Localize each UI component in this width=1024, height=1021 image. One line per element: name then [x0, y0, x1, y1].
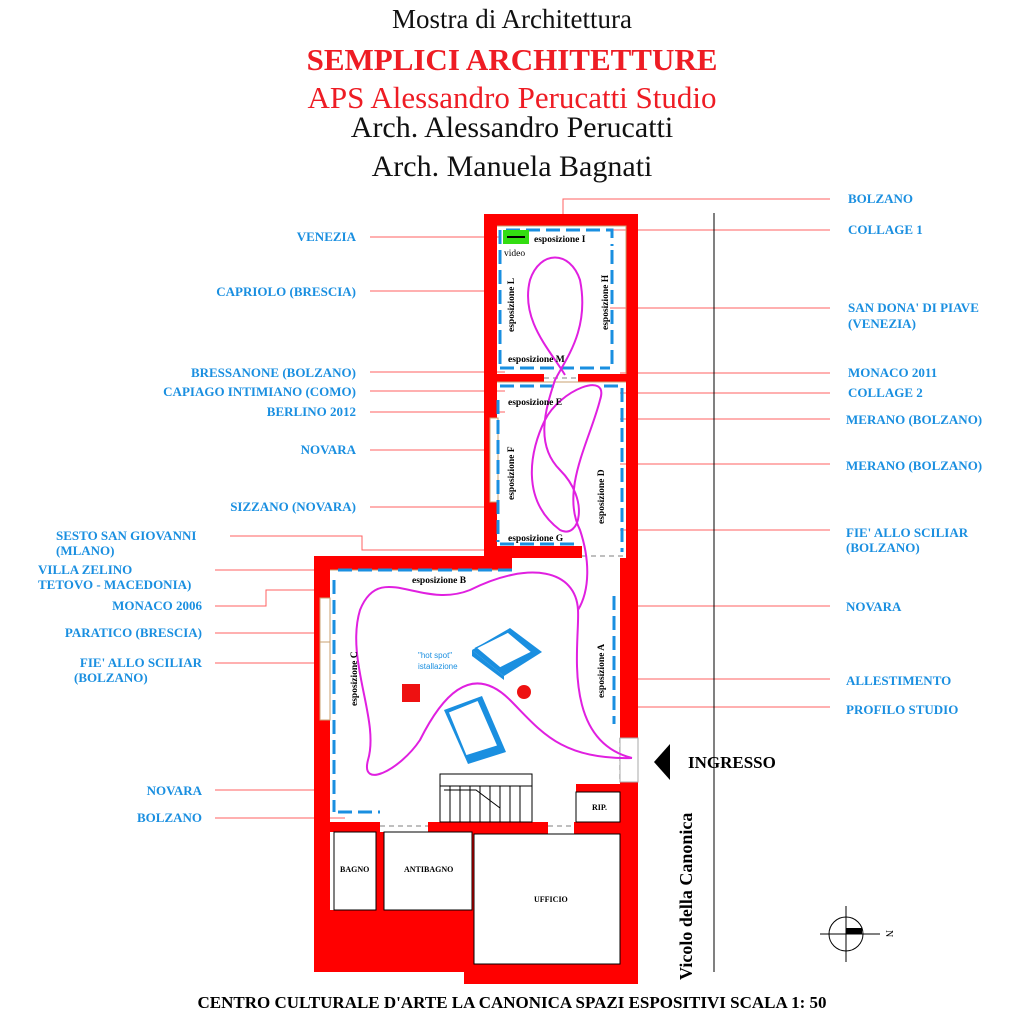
- label-monaco-2006: MONACO 2006: [112, 598, 202, 613]
- rip-label: RIP.: [592, 803, 608, 812]
- exhibition-e-label: esposizione E: [508, 398, 563, 408]
- label-sandona-1: SAN DONA' DI PIAVE: [848, 300, 979, 315]
- installation-box-1: [472, 628, 542, 680]
- hotspot-label-2: istallazione: [418, 662, 458, 671]
- label-profilo-studio: PROFILO STUDIO: [846, 702, 959, 717]
- exhibition-f-label: esposizione F: [507, 446, 517, 500]
- label-sandona-2: (VENEZIA): [848, 316, 916, 331]
- label-bolzano-right: BOLZANO: [848, 191, 914, 206]
- antibagno-label: ANTIBAGNO: [404, 865, 454, 874]
- label-fie-right-2: (BOLZANO): [846, 540, 920, 555]
- label-bolzano-left: BOLZANO: [136, 810, 202, 825]
- street-label: Vicolo della Canonica: [676, 812, 696, 980]
- label-allestimento: ALLESTIMENTO: [846, 673, 952, 688]
- video-label: video: [504, 249, 526, 259]
- compass-north-label: N: [883, 930, 894, 938]
- label-bressanone: BRESSANONE (BOLZANO): [190, 365, 356, 380]
- exhibition-d-label: esposizione D: [597, 469, 607, 524]
- label-collage-1: COLLAGE 1: [848, 222, 923, 237]
- label-monaco-2011: MONACO 2011: [848, 365, 938, 380]
- title-line-2: SEMPLICI ARCHITETTURE: [306, 42, 718, 77]
- title-line-4: Arch. Alessandro Perucatti: [350, 111, 674, 144]
- label-fie-right-1: FIE' ALLO SCILIAR: [846, 525, 969, 540]
- exhibition-i-label: esposizione I: [534, 235, 586, 245]
- label-sesto-2: (MLANO): [56, 543, 115, 558]
- installation-box-2: [444, 696, 506, 764]
- exhibition-c-label: esposizione C: [350, 651, 360, 706]
- label-merano-2: MERANO (BOLZANO): [846, 458, 983, 473]
- ingresso-label: INGRESSO: [688, 753, 776, 772]
- entrance-arrow-icon: [654, 744, 670, 780]
- exhibition-m-label: esposizione M: [508, 355, 565, 365]
- label-collage-2: COLLAGE 2: [848, 385, 923, 400]
- right-labels: [846, 191, 982, 717]
- compass-icon: [820, 906, 880, 962]
- label-paratico: PARATICO (BRESCIA): [64, 625, 202, 640]
- footer-caption: CENTRO CULTURALE D'ARTE LA CANONICA SPAZI ESPOSITIVI SCALA 1: 50: [197, 993, 827, 1012]
- label-fie-2: (BOLZANO): [74, 670, 148, 685]
- red-square-object: [402, 684, 420, 702]
- exhibition-g-label: esposizione G: [508, 534, 564, 544]
- exhibition-a-label: esposizione A: [597, 643, 607, 698]
- left-labels: [163, 229, 356, 514]
- label-novara-1: NOVARA: [300, 442, 356, 457]
- label-villa-2: TETOVO - MACEDONIA): [38, 577, 192, 592]
- label-merano-1: MERANO (BOLZANO): [846, 412, 983, 427]
- exhibition-l-label: esposizione L: [507, 277, 517, 332]
- label-berlino: BERLINO 2012: [266, 404, 356, 419]
- bagno-label: BAGNO: [340, 865, 370, 874]
- label-sesto-1: SESTO SAN GIOVANNI: [56, 528, 197, 543]
- label-novara-2: NOVARA: [146, 783, 202, 798]
- hotspot-label-1: "hot spot": [418, 651, 453, 660]
- label-novara-right: NOVARA: [846, 599, 902, 614]
- red-circle-object: [517, 685, 531, 699]
- label-villa-1: VILLA ZELINO: [38, 562, 133, 577]
- label-fie-1: FIE' ALLO SCILIAR: [79, 655, 202, 670]
- label-capiago: CAPIAGO INTIMIANO (COMO): [163, 384, 356, 399]
- exhibition-h-label: esposizione H: [601, 274, 611, 330]
- label-capriolo: CAPRIOLO (BRESCIA): [216, 284, 356, 299]
- staircase: [440, 774, 532, 822]
- title-line-3: APS Alessandro Perucatti Studio: [307, 80, 717, 115]
- ufficio-label: UFFICIO: [534, 895, 568, 904]
- title-line-5: Arch. Manuela Bagnati: [371, 150, 653, 183]
- title-line-1: Mostra di Architettura: [392, 4, 632, 34]
- label-venezia: VENEZIA: [296, 229, 356, 244]
- exhibition-b-label: esposizione B: [412, 576, 467, 586]
- label-sizzano: SIZZANO (NOVARA): [230, 499, 356, 514]
